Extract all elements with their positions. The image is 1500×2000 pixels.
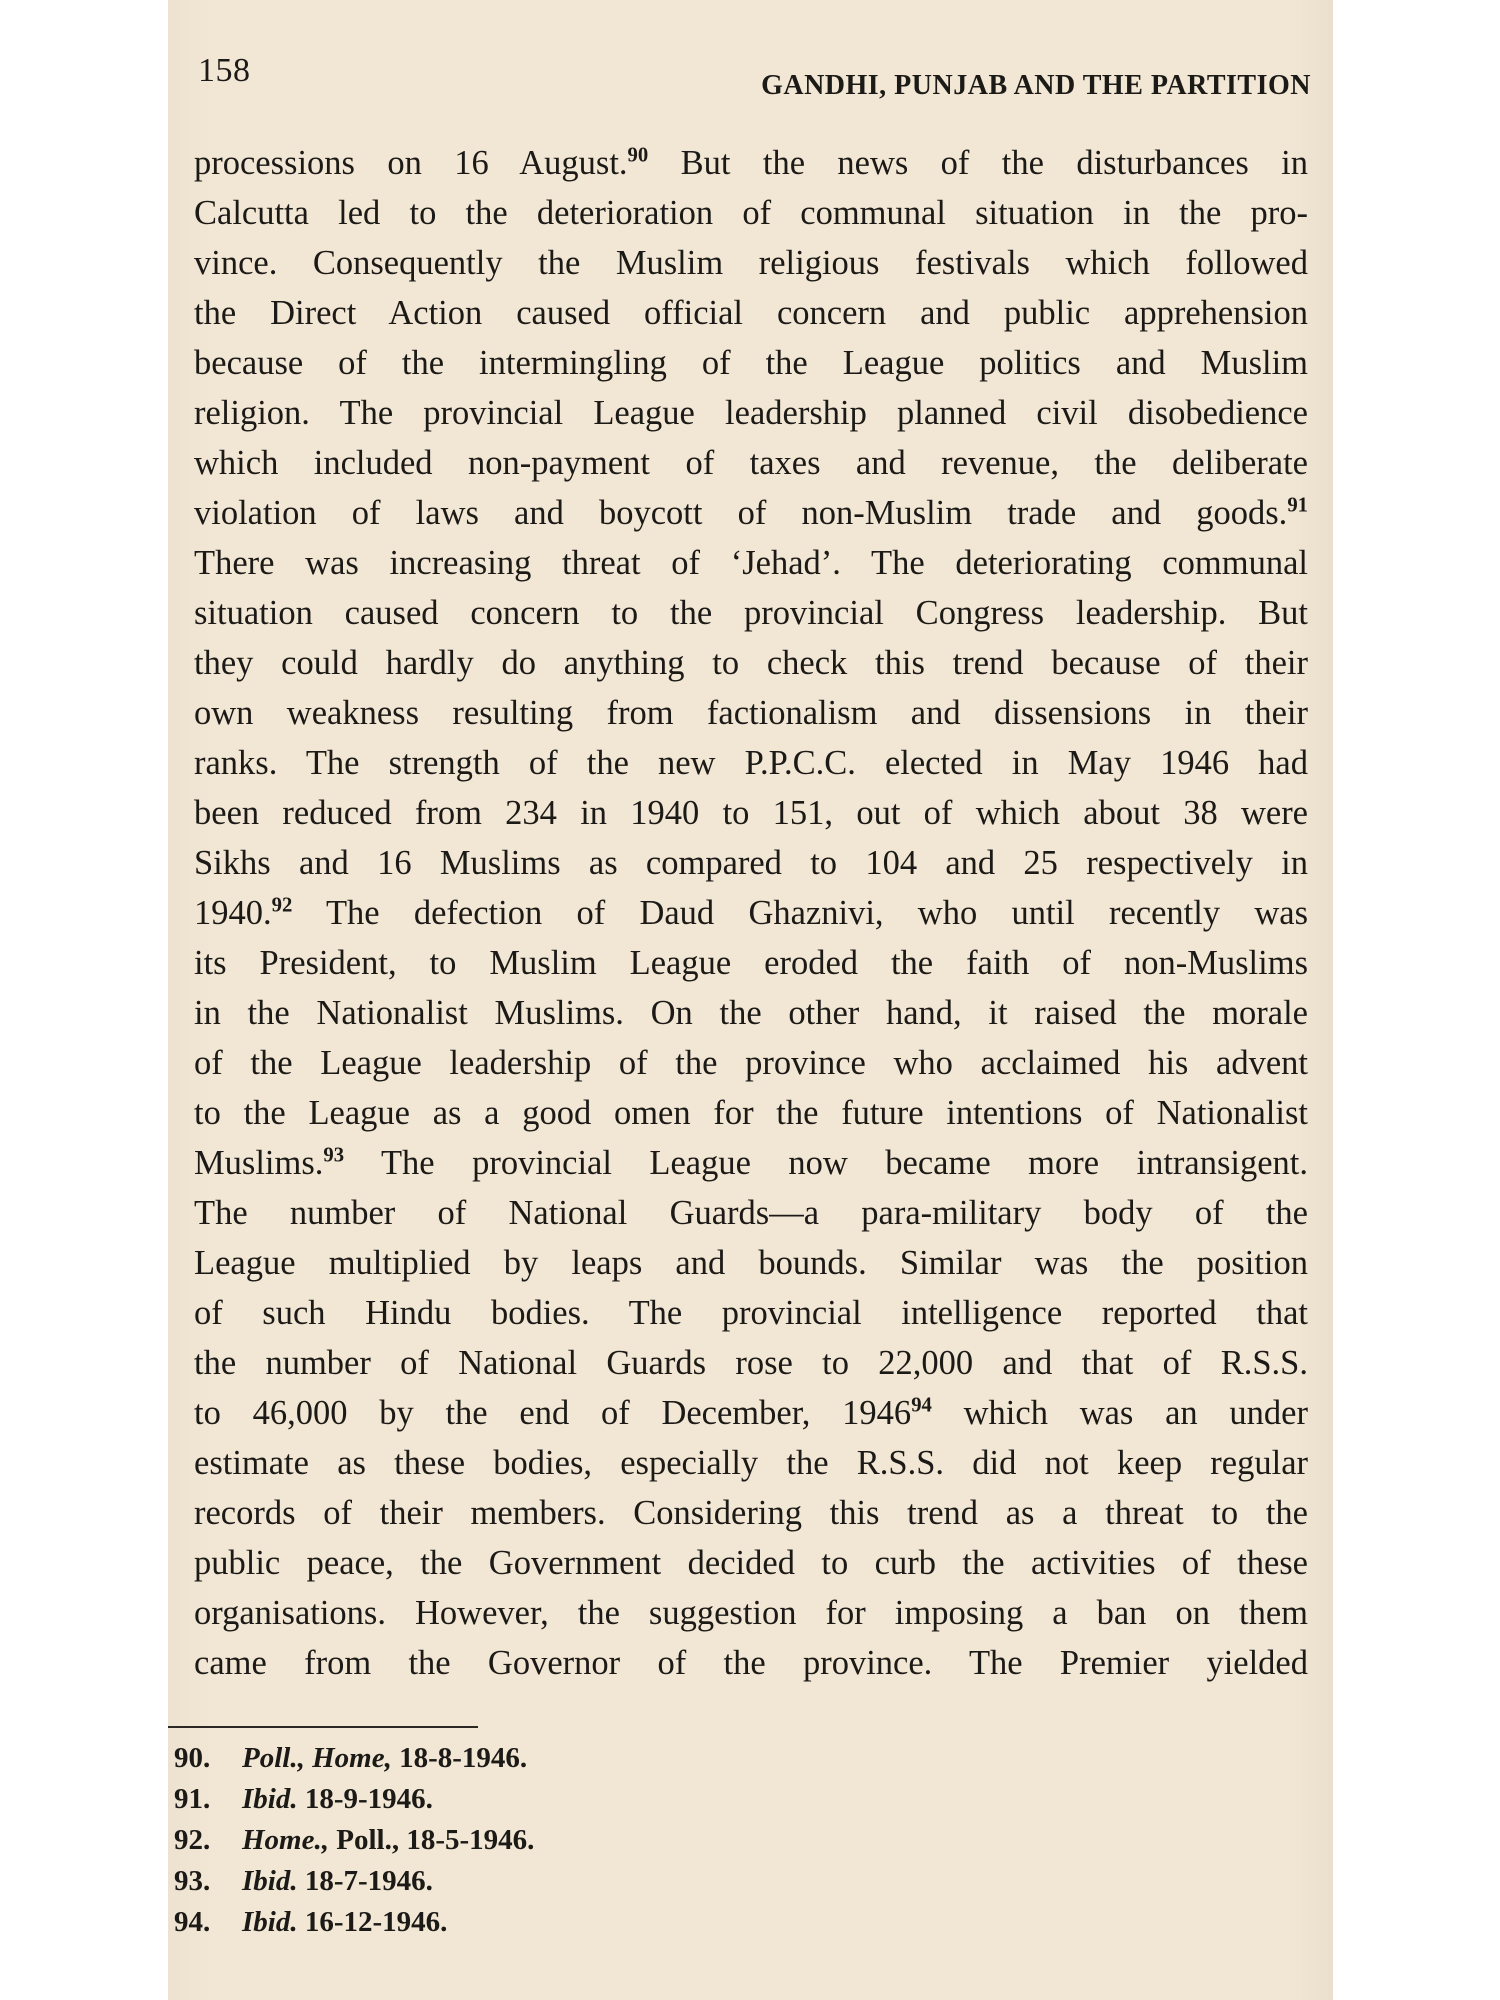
text-line: they could hardly do anything to check this trend because of their xyxy=(194,644,1308,682)
text-line: organisations. However, the suggestion for imposing a ban on them xyxy=(194,1594,1308,1632)
text-line: came from the Governor of the province. The Premier yielded xyxy=(194,1644,1308,1682)
text-line: Calcutta led to the deterioration of communal situation in the pro- xyxy=(194,194,1308,232)
text-line: processions on 16 August.$^{90}$ But the news of the disturbances in xyxy=(194,144,1309,182)
footnote-ref: 92 xyxy=(271,894,293,917)
text-line: 1940.92 The defection of Daud Ghaznivi, who until recently was xyxy=(194,894,1308,932)
text-line: own weakness resulting from factionalism and dissensions in their xyxy=(194,694,1308,732)
text-line: situation caused concern to the provincial Congress leadership. But xyxy=(194,594,1308,632)
text-line: the number of National Guards rose to 22,000 and that of R.S.S. xyxy=(194,1344,1308,1382)
text-line: in the Nationalist Muslims. On the other hand, it raised the morale xyxy=(194,994,1308,1032)
footnote: 90. Poll., Home, 18-8-1946. xyxy=(174,1742,528,1774)
text-line: its President, to Muslim League eroded the faith of non-Muslims xyxy=(194,944,1308,982)
text-line: the Direct Action caused official concern and public apprehension xyxy=(194,294,1308,332)
text-line: Sikhs and 16 Muslims as compared to 104 and 25 respectively in xyxy=(194,844,1308,882)
text-line: vince. Consequently the Muslim religious festivals which followed xyxy=(194,244,1308,282)
footnote-divider xyxy=(168,1726,478,1728)
text-line: of such Hindu bodies. The provincial intelligence reported that xyxy=(194,1294,1308,1332)
text-line: The number of National Guards—a para-military body of the xyxy=(194,1194,1308,1232)
text-line: religion. The provincial League leadership planned civil disobedience xyxy=(194,394,1308,432)
footnote: 92. Home., Poll., 18-5-1946. xyxy=(174,1824,535,1856)
footnote-ref: 90 xyxy=(627,144,649,167)
footnote: 94. Ibid. 16-12-1946. xyxy=(174,1906,448,1938)
text-line: to 46,000 by the end of December, 1946$^{94}$ which was an under xyxy=(194,1394,1308,1432)
footnote-ref: 94 xyxy=(911,1394,932,1417)
footnote-ref: 91 xyxy=(1287,494,1308,517)
running-title: GANDHI, PUNJAB AND THE PARTITION xyxy=(761,70,1311,101)
text-line: Muslims.$^{93}$ The provincial League now became more intransigent. xyxy=(194,1144,1308,1182)
footnote-ref: 93 xyxy=(323,1144,345,1167)
book-page xyxy=(168,0,1333,2000)
page-number: 158 xyxy=(198,52,251,89)
footnote: 93. Ibid. 18-7-1946. xyxy=(174,1865,433,1897)
text-line: There was increasing threat of ‘Jehad’. The deteriorating communal xyxy=(194,544,1308,582)
text-line: records of their members. Considering this trend as a threat to the xyxy=(194,1494,1308,1532)
text-line: ranks. The strength of the new P.P.C.C. elected in May 1946 had xyxy=(194,744,1308,782)
text-line: to the League as a good omen for the future intentions of Nationalist xyxy=(194,1094,1308,1132)
text-line: League multiplied by leaps and bounds. Similar was the position xyxy=(194,1244,1308,1282)
text-line: estimate as these bodies, especially the R.S.S. did not keep regular xyxy=(194,1444,1308,1482)
text-line: violation of laws and boycott of non-Muslim trade and goods.$^{91}$ xyxy=(194,494,1308,532)
body-text xyxy=(194,138,1308,1688)
text-line: which included non-payment of taxes and revenue, the deliberate xyxy=(194,444,1308,482)
text-line: because of the intermingling of the League politics and Muslim xyxy=(194,344,1308,382)
text-line: been reduced from 234 in 1940 to 151, out of which about 38 were xyxy=(194,794,1308,832)
text-line: public peace, the Government decided to curb the activities of these xyxy=(194,1544,1308,1582)
footnote: 91. Ibid. 18-9-1946. xyxy=(174,1783,433,1815)
footnotes xyxy=(174,1738,534,1943)
text-line: of the League leadership of the province who acclaimed his advent xyxy=(194,1044,1308,1082)
